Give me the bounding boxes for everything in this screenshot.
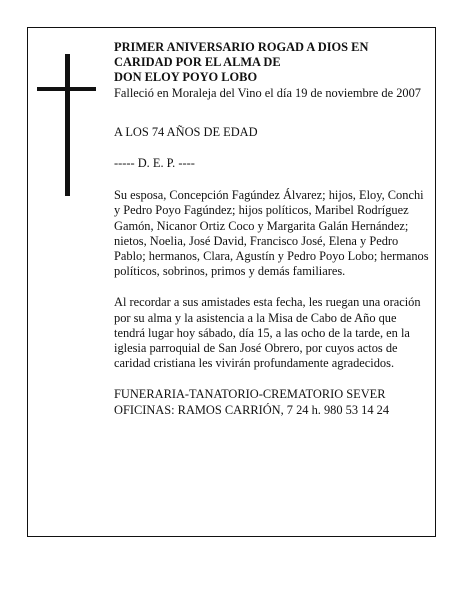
family-list: Su esposa, Concepción Fagúndez Álvarez; hijos, Eloy, Conchi y Pedro Poyo Fagúndez; hijos políticos, Maribel Rodríguez Gamón, Nicanor Ortiz Coco y Margarita Galán Hernández; nietos, Noelia, José David, Francisco José, Elena y Pedro Pablo; hermanos, Clara, Agustín y Pedro Poyo Lobo; hermanos políticos, sobrinos, primos y demás familiares. [114, 188, 429, 279]
cross-vertical-bar [65, 54, 70, 196]
cross-horizontal-bar [37, 87, 96, 91]
obituary-headline [114, 40, 430, 86]
death-info: Falleció en Moraleja del Vino el día 19 de noviembre de 2007 [114, 85, 421, 100]
headline-line-2: CARIDAD POR EL ALMA DE [114, 55, 281, 70]
mass-invitation: Al recordar a sus amistades esta fecha, les ruegan una oración por su alma y la asistencia a la Misa de Cabo de Año que tendrá lugar hoy sábado, día 15, a las ocho de la tarde, en la iglesia parroquial de San José Obrero, por cuyos actos de caridad cristiana les vivirán profundamente agradecidos. [114, 295, 421, 371]
headline-line-1: PRIMER ANIVERSARIO ROGAD A DIOS EN [114, 40, 369, 54]
rest-in-peace: ----- D. E. P. ---- [114, 156, 195, 171]
funeral-home-offices: OFICINAS: RAMOS CARRIÓN, 7 24 h. 980 53 14 24 [114, 402, 390, 417]
age-at-death: A LOS 74 AÑOS DE EDAD [114, 124, 258, 139]
funeral-home-info [114, 387, 430, 417]
funeral-home-name: FUNERARIA-TANATORIO-CREMATORIO SEVER [114, 387, 386, 402]
obituary-content [114, 40, 430, 418]
headline-line-3: DON ELOY POYO LOBO [114, 70, 258, 85]
